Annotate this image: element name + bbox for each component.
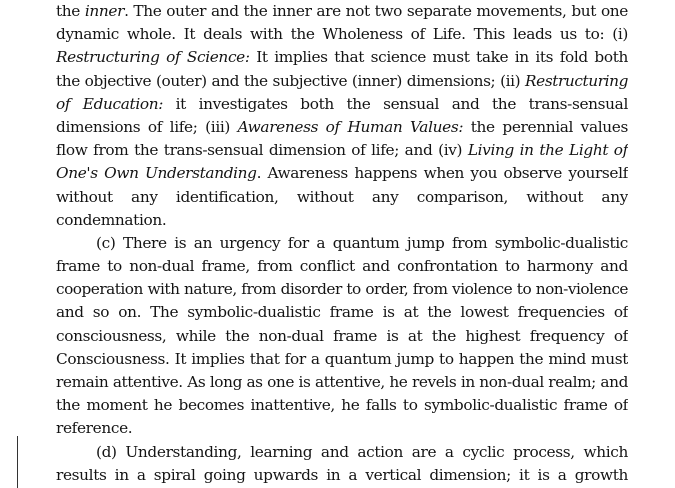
body-text xyxy=(56,0,628,487)
italic-phrase: Restructuring xyxy=(525,71,628,90)
text-segment: remain attentive. As long as one is attentive, he revels in non-dual realm; and xyxy=(56,373,628,391)
text-line xyxy=(56,70,628,93)
text-segment: (c) There is an urgency for a quantum jump from symbolic-dualistic xyxy=(96,233,628,252)
text-segment: Consciousness. It implies that for a quantum jump to happen the mind must xyxy=(56,349,628,368)
text-segment: . Awareness happens when you observe yourself xyxy=(256,164,628,183)
text-segment: and so on. The symbolic-dualistic frame is at the lowest frequencies of xyxy=(56,303,628,322)
text-segment: dimensions of life; (iii) xyxy=(56,117,238,136)
text-segment: the moment he becomes inattentive, he falls to symbolic-dualistic frame of xyxy=(56,396,628,415)
text-line xyxy=(56,116,628,139)
text-segment: without any identification, without any comparison, without any xyxy=(56,187,628,206)
text-segment: (d) Understanding, learning and action are a cyclic process, which xyxy=(96,442,628,461)
text-segment: consciousness, while the non-dual frame is at the highest frequency of xyxy=(56,326,628,345)
text-segment: cooperation with nature, from disorder to order, from violence to non-violence xyxy=(56,280,628,299)
italic-phrase: of Education: xyxy=(56,94,164,113)
text-segment: frame to non-dual frame, from conflict and confrontation to harmony and xyxy=(56,257,628,276)
text-line xyxy=(56,417,628,440)
text-line xyxy=(56,278,628,301)
italic-phrase: Living in the Light of xyxy=(467,141,628,160)
text-line xyxy=(56,23,628,46)
text-line xyxy=(56,325,628,348)
text-line xyxy=(56,301,628,324)
text-line xyxy=(56,93,628,116)
text-segment: reference. xyxy=(56,419,133,438)
margin-rule xyxy=(17,436,18,488)
text-segment: dynamic whole. It deals with the Wholeness of Life. This leads us to: (i) xyxy=(56,25,628,44)
text-line xyxy=(56,371,628,394)
text-line xyxy=(56,209,628,232)
text-line xyxy=(56,139,628,162)
text-line xyxy=(56,348,628,371)
text-line xyxy=(56,0,628,23)
text-line xyxy=(56,464,628,487)
italic-phrase: One's Own Understanding xyxy=(56,164,257,183)
text-line xyxy=(56,232,628,255)
text-line xyxy=(56,46,628,69)
text-line xyxy=(56,441,628,464)
text-line xyxy=(56,394,628,417)
text-segment: it investigates both the sensual and the trans-sensual xyxy=(163,94,628,113)
text-segment: . The outer and the inner are not two separate movements, but one xyxy=(124,2,628,20)
text-segment: the objective (outer) and the subjective (inner) dimensions; (ii) xyxy=(56,71,526,90)
text-line xyxy=(56,186,628,209)
text-segment: results in a spiral going upwards in a vertical dimension; it is a growth xyxy=(56,465,628,484)
text-line xyxy=(56,162,628,185)
text-segment: the perennial values xyxy=(463,117,628,136)
text-line xyxy=(56,255,628,278)
text-segment: the xyxy=(56,2,85,20)
text-segment: It implies that science must take in its fold both xyxy=(249,48,628,67)
italic-phrase: Awareness of Human Values: xyxy=(237,117,464,136)
text-segment: flow from the trans-sensual dimension of life; and (iv) xyxy=(56,141,468,160)
italic-phrase: Restructuring of Science: xyxy=(56,48,250,67)
italic-phrase: inner xyxy=(84,2,125,20)
text-segment: condemnation. xyxy=(56,210,167,229)
